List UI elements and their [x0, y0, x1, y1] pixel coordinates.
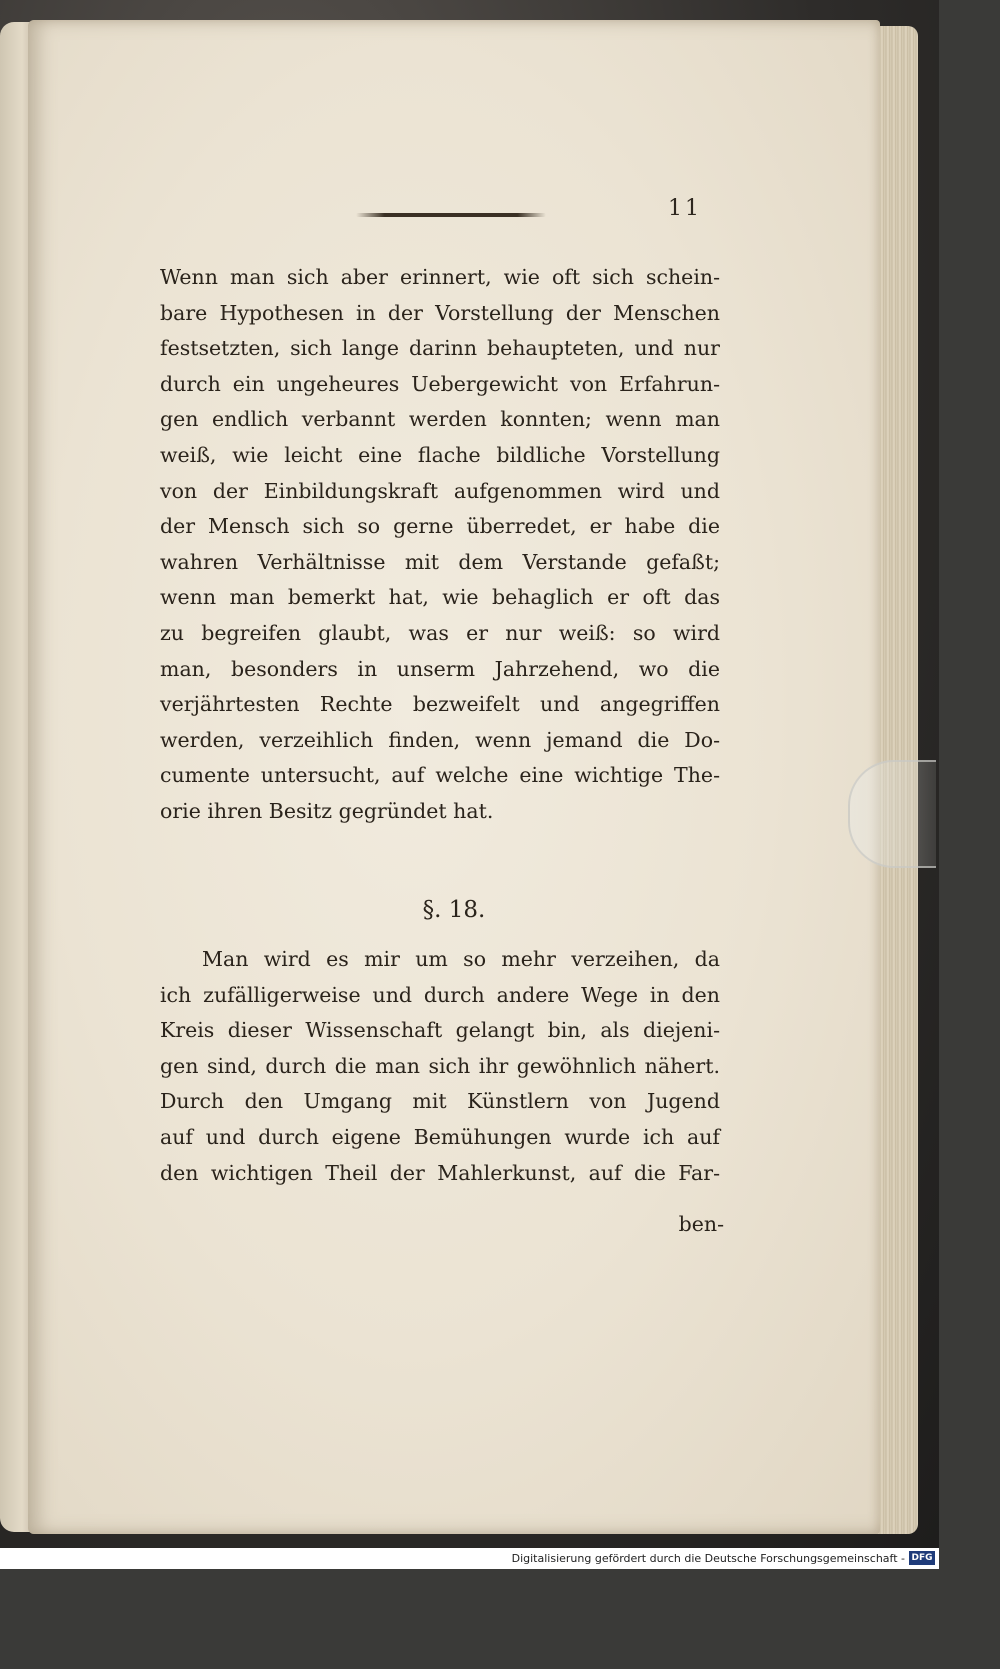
paragraph-1: [160, 260, 720, 830]
text-line: cumente untersucht, auf welche eine wichtige The-: [160, 763, 720, 788]
page-number: 11: [668, 196, 702, 221]
text-line: von der Einbildungskraft aufgenommen wird und: [160, 478, 720, 503]
text-line: ich zufälligerweise und durch andere Wege in den: [160, 982, 720, 1007]
text-line: gen endlich verbannt werden konnten; wenn man: [160, 407, 720, 432]
catchword: ben-: [678, 1212, 724, 1236]
text-line: verjährtesten Rechte bezweifelt und angegriffen: [160, 692, 720, 717]
text-line: zu begreifen glaubt, was er nur weiß: so wird: [160, 620, 720, 645]
header-rule: [356, 213, 546, 217]
text-line: Wenn man sich aber erinnert, wie oft sich schein-: [160, 265, 720, 289]
digitization-footer: [0, 1548, 939, 1569]
text-line: Kreis dieser Wissenschaft gelangt bin, als diejeni-: [160, 1018, 720, 1043]
section-heading: §. 18.: [422, 897, 486, 923]
text-line: orie ihren Besitz gegründet hat.: [160, 798, 494, 823]
text-line: Man wird es mir um so mehr verzeihen, da: [202, 947, 720, 971]
text-line: der Mensch sich so gerne überredet, er habe die: [160, 514, 720, 539]
paragraph-2: [160, 942, 720, 1191]
text-line: wahren Verhältnisse mit dem Verstande gefaßt;: [160, 549, 720, 574]
text-line: Durch den Umgang mit Künstlern von Jugend: [160, 1089, 720, 1114]
text-line: werden, verzeihlich finden, wenn jemand die Do-: [160, 727, 720, 752]
dfg-logo: DFG: [909, 1551, 935, 1565]
text-line: man, besonders in unserm Jahrzehend, wo die: [160, 656, 720, 681]
text-line: bare Hypothesen in der Vorstellung der Menschen: [160, 300, 720, 325]
footer-credit-text: Digitalisierung gefördert durch die Deutsche Forschungsgemeinschaft -: [511, 1552, 905, 1565]
text-line: gen sind, durch die man sich ihr gewöhnlich nähert.: [160, 1053, 720, 1078]
text-line: durch ein ungeheures Uebergewicht von Erfahrun-: [160, 371, 720, 396]
text-line: festsetzten, sich lange darinn behaupteten, und nur: [160, 336, 720, 361]
text-line: den wichtigen Theil der Mahlerkunst, auf die Far-: [160, 1160, 720, 1185]
text-line: wenn man bemerkt hat, wie behaglich er oft das: [160, 585, 720, 610]
book-page: [28, 20, 880, 1534]
paper-clip: [848, 760, 936, 868]
text-line: weiß, wie leicht eine flache bildliche Vorstellung: [160, 442, 720, 467]
text-line: auf und durch eigene Bemühungen wurde ich auf: [160, 1124, 720, 1149]
